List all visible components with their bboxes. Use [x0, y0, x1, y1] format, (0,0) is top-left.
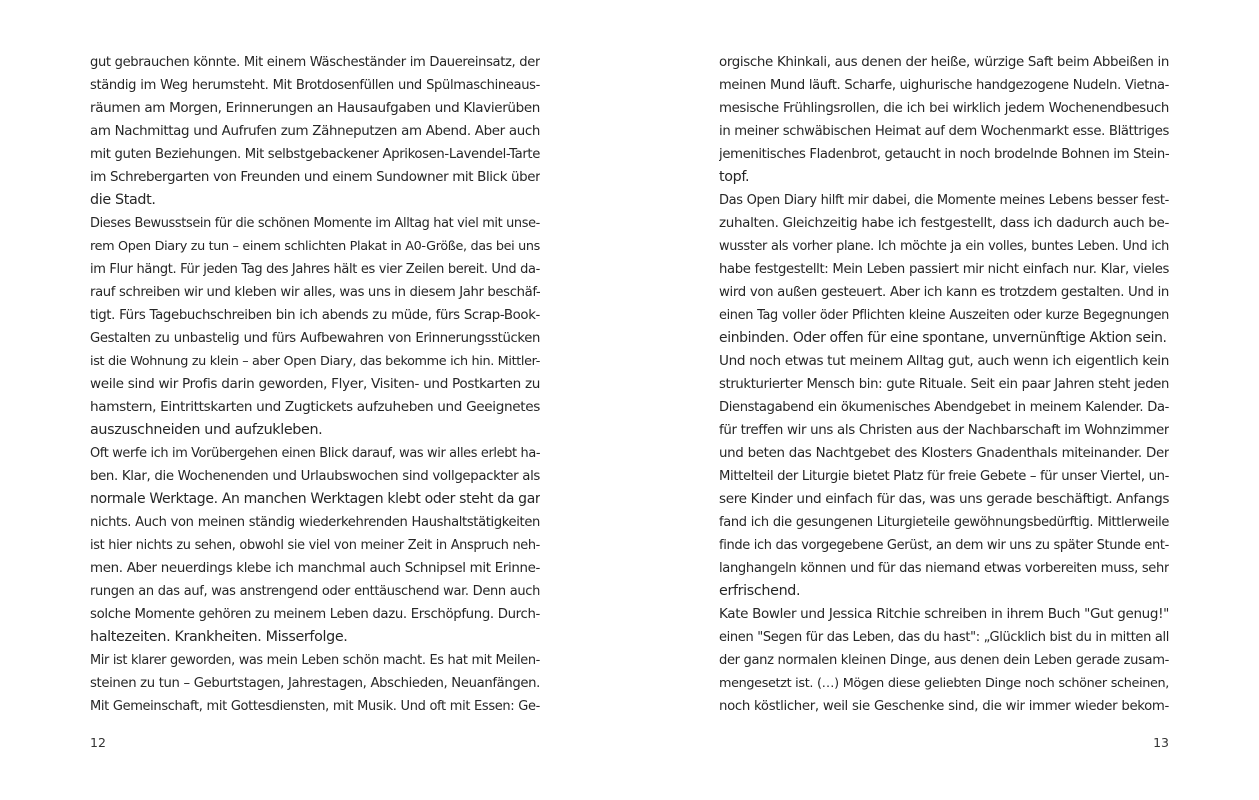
text-line: ist hier nichts zu sehen, obwohl sie viel von meiner Zeit in Anspruch neh-: [90, 538, 540, 553]
text-line: ist die Wohnung zu klein – aber Open Diary, das bekomme ich hin. Mittler-: [90, 354, 540, 369]
left-page-number: 12: [90, 735, 106, 750]
text-line: Mittelteil der Liturgie bietet Platz für freie Gebete – für unser Viertel, un-: [719, 469, 1169, 484]
text-line: gut gebrauchen könnte. Mit einem Wäscheständer im Dauereinsatz, der: [90, 55, 540, 70]
text-line: noch köstlicher, weil sie Geschenke sind, die wir immer wieder bekom-: [719, 699, 1169, 714]
text-line: auszuschneiden und aufzukleben.: [90, 422, 323, 438]
text-line: wusster als vorher plane. Ich möchte ja ein volles, buntes Leben. Und ich: [719, 239, 1169, 254]
text-line: Dienstagabend ein ökumenisches Abendgebet in meinem Kalender. Da-: [719, 400, 1169, 415]
text-line: Und noch etwas tut meinem Alltag gut, auch wenn ich eigentlich kein: [719, 353, 1169, 369]
text-line: jemenitisches Fladenbrot, getaucht in noch brodelnde Bohnen im Stein-: [719, 147, 1169, 162]
left-page: [0, 0, 629, 800]
text-line: haltezeiten. Krankheiten. Misserfolge.: [90, 629, 348, 645]
text-line: der ganz normalen kleinen Dinge, aus denen dein Leben gerade zusam-: [719, 653, 1169, 668]
text-line: einbinden. Oder offen für eine spontane, unvernünftige Aktion sein.: [719, 330, 1167, 346]
left-page-text: [90, 51, 540, 718]
text-line: einen "Segen für das Leben, das du hast": „Glücklich bist du in mitten all: [719, 630, 1169, 645]
text-line: Kate Bowler und Jessica Ritchie schreiben in ihrem Buch "Gut genug!": [719, 606, 1169, 622]
text-line: im Schrebergarten von Freunden und einem Sundowner mit Blick über: [90, 170, 540, 185]
text-line: topf.: [719, 169, 750, 185]
text-line: am Nachmittag und Aufrufen zum Zähneputzen am Abend. Aber auch: [90, 124, 540, 139]
text-line: ständig im Weg herumsteht. Mit Brotdosenfüllen und Spülmaschineaus-: [90, 78, 540, 93]
text-line: steinen zu tun – Geburtstagen, Jahrestagen, Abschieden, Neuanfängen.: [90, 676, 540, 691]
text-line: im Flur hängt. Für jeden Tag des Jahres hält es vier Zeilen bereit. Und da-: [90, 262, 540, 277]
text-line: orgische Khinkali, aus denen der heiße, würzige Saft beim Abbeißen in: [719, 55, 1169, 70]
text-line: hamstern, Eintrittskarten und Zugtickets aufzuheben und Geeignetes: [90, 399, 540, 415]
text-line: rungen an das auf, was anstrengend oder enttäuschend war. Denn auch: [90, 584, 540, 599]
text-line: strukturierter Mensch bin: gute Rituale. Seit ein paar Jahren steht jeden: [719, 377, 1169, 392]
right-page: [629, 0, 1258, 800]
text-line: die Stadt.: [90, 192, 156, 208]
text-line: fand ich die gesungenen Liturgieteile gewöhnungsbedürftig. Mittlerweile: [719, 515, 1169, 530]
right-page-text: [719, 51, 1169, 718]
text-line: in meiner schwäbischen Heimat auf dem Wochenmarkt esse. Blättriges: [719, 124, 1169, 139]
text-line: Oft werfe ich im Vorübergehen einen Blick darauf, was wir alles erlebt ha-: [90, 446, 540, 461]
text-line: mengesetzt ist. (…) Mögen diese geliebten Dinge noch schöner scheinen,: [719, 676, 1169, 691]
text-line: und beten das Nachtgebet des Klosters Gnadenthals miteinander. Der: [719, 446, 1169, 461]
text-line: habe festgestellt: Mein Leben passiert mir nicht einfach nur. Klar, vieles: [719, 262, 1169, 277]
text-line: wird von außen gesteuert. Aber ich kann es trotzdem gestalten. Und in: [719, 285, 1169, 300]
text-line: finde ich das vorgegebene Gerüst, an dem wir uns zu später Stunde ent-: [719, 538, 1169, 553]
text-line: ben. Klar, die Wochenenden und Urlaubswochen sind vollgepackter als: [90, 469, 540, 484]
text-line: rauf schreiben wir und kleben wir alles, was uns in diesem Jahr beschäf-: [90, 285, 540, 300]
text-line: Das Open Diary hilft mir dabei, die Momente meines Lebens besser fest-: [719, 193, 1169, 208]
text-line: sere Kinder und einfach für das, was uns gerade beschäftigt. Anfangs: [719, 491, 1169, 507]
right-page-number: 13: [1153, 735, 1169, 750]
text-line: weile sind wir Profis darin geworden, Flyer, Visiten- und Postkarten zu: [90, 376, 540, 392]
text-line: erfrischend.: [719, 583, 801, 599]
text-line: men. Aber neuerdings klebe ich manchmal auch Schnipsel mit Erinne-: [90, 561, 540, 576]
text-line: solche Momente gehören zu meinem Leben dazu. Erschöpfung. Durch-: [90, 607, 540, 622]
text-line: mesische Frühlingsrollen, die ich bei wirklich jedem Wochenendbesuch: [719, 101, 1169, 116]
text-line: Mit Gemeinschaft, mit Gottesdiensten, mit Musik. Und oft mit Essen: Ge-: [90, 699, 540, 714]
text-line: meinen Mund läuft. Scharfe, uighurische handgezogene Nudeln. Vietna-: [719, 78, 1169, 93]
text-line: normale Werktage. An manchen Werktagen klebt oder steht da gar: [90, 491, 540, 507]
text-line: für treffen wir uns als Christen aus der Nachbarschaft im Wohnzimmer: [719, 423, 1169, 438]
text-line: räumen am Morgen, Erinnerungen an Hausaufgaben und Klavierüben: [90, 100, 540, 116]
text-line: mit guten Beziehungen. Mit selbstgebackener Aprikosen-Lavendel-Tarte: [90, 147, 540, 162]
text-line: zuhalten. Gleichzeitig habe ich festgestellt, dass ich dadurch auch be-: [719, 215, 1169, 231]
text-line: nichts. Auch von meinen ständig wiederkehrenden Haushaltstätigkeiten: [90, 515, 540, 530]
text-line: rem Open Diary zu tun – einem schlichten Plakat in A0-Größe, das bei uns: [90, 239, 540, 254]
text-line: Mir ist klarer geworden, was mein Leben schön macht. Es hat mit Meilen-: [90, 653, 540, 668]
text-line: Dieses Bewusstsein für die schönen Momente im Alltag hat viel mit unse-: [90, 216, 540, 231]
text-line: einen Tag voller öder Pflichten kleine Auszeiten oder kurze Begegnungen: [719, 308, 1169, 323]
text-line: tigt. Fürs Tagebuchschreiben bin ich abends zu müde, fürs Scrap-Book-: [90, 308, 540, 323]
text-line: langhangeln können und für das niemand etwas vorbereiten muss, sehr: [719, 561, 1169, 576]
text-line: Gestalten zu unbastelig und fürs Aufbewahren von Erinnerungsstücken: [90, 331, 540, 346]
